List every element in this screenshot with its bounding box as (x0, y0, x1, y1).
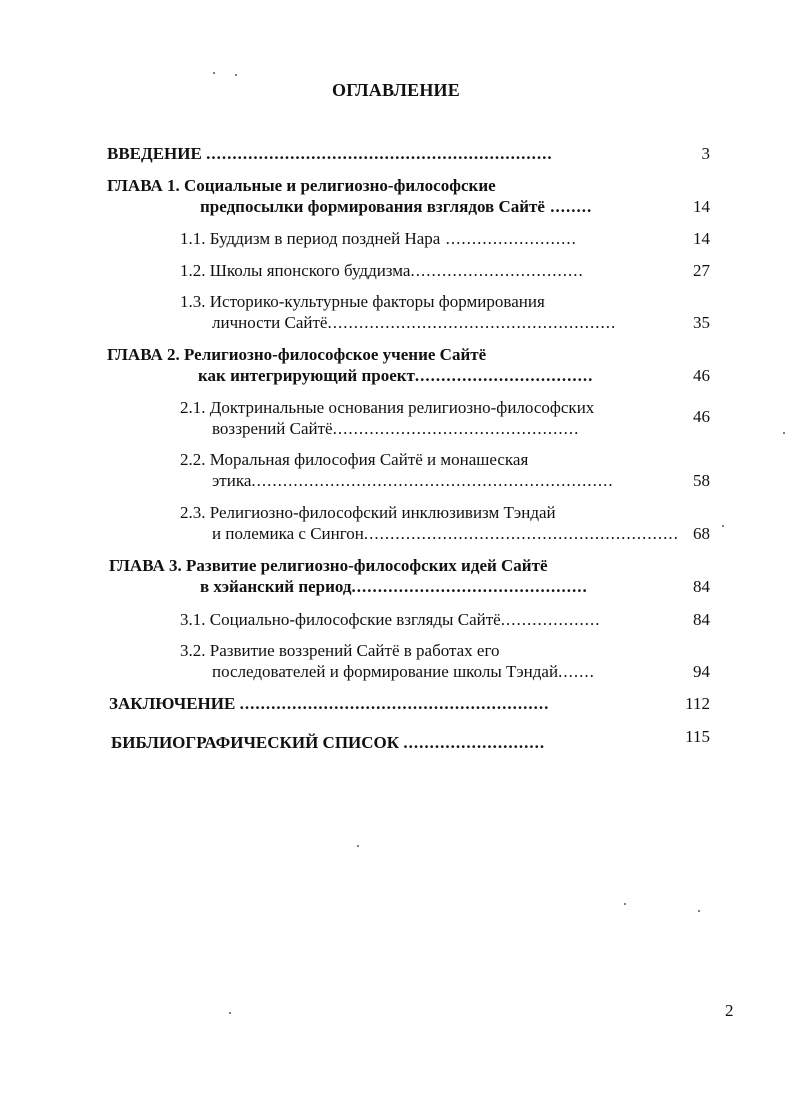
chapter-1-title-cont: предпосылки формирования взглядов Сайтё ........ (200, 197, 593, 216)
chapter-2-title-cont: как интегрирующий проект.................................. (198, 366, 594, 385)
conclusion-title: ЗАКЛЮЧЕНИЕ (109, 694, 236, 713)
section-3-2-cont: последователей и формирование школы Тэндай....... (212, 662, 595, 681)
chapter-2-page: 46 (693, 366, 710, 385)
section-2-1-page: 46 (693, 407, 710, 426)
chapter-3-title-cont: в хэйанский период............................................. (200, 577, 588, 596)
section-2-2: 2.2. Моральная философия Сайтё и монашеская (180, 450, 529, 469)
section-2-3: 2.3. Религиозно-философский инклюзивизм Тэндай (180, 503, 556, 522)
section-1-1: 1.1. Буддизм в период поздней Нара ......................... (180, 229, 577, 248)
scan-speck (213, 72, 215, 74)
dot-leader: ........................... (403, 733, 546, 752)
chapter-1-page: 14 (693, 197, 710, 216)
section-1-2: 1.2. Школы японского буддизма................................. (180, 261, 584, 280)
intro-page: 3 (701, 144, 710, 163)
toc-entry-conclusion (109, 694, 549, 714)
toc-entry-bibliography (111, 733, 545, 753)
section-1-3-cont: личности Сайтё....................................................... (212, 313, 617, 332)
toc-entry-intro (107, 144, 553, 164)
section-2-2-page: 58 (693, 471, 710, 490)
chapter-1-title: ГЛАВА 1. Социальные и религиозно-философские (107, 176, 496, 195)
section-2-1: 2.1. Доктринальные основания религиозно-философских (180, 398, 595, 417)
chapter-3-title: ГЛАВА 3. Развитие религиозно-философских идей Сайтё (109, 556, 548, 575)
section-1-2-page: 27 (693, 261, 710, 280)
section-2-3-cont: и полемика с Сингон............................................................ (212, 524, 679, 543)
intro-title: ВВЕДЕНИЕ (107, 144, 202, 163)
scan-speck (722, 525, 724, 527)
scan-speck (783, 432, 785, 434)
section-3-1-page: 84 (693, 610, 710, 629)
scan-speck (624, 903, 626, 905)
chapter-2-title: ГЛАВА 2. Религиозно-философское учение Сайтё (107, 345, 487, 364)
section-2-1-cont: воззрений Сайтё............................................... (212, 419, 580, 438)
section-2-2-cont: этика..................................................................... (212, 471, 614, 490)
dot-leader: .................................................................. (206, 144, 553, 163)
bibliography-title: БИБЛИОГРАФИЧЕСКИЙ СПИСОК (111, 733, 400, 752)
section-2-3-page: 68 (693, 524, 710, 543)
scan-speck (698, 910, 700, 912)
dot-leader: ........................................................... (239, 694, 550, 713)
scan-speck (229, 1012, 231, 1014)
section-1-3-page: 35 (693, 313, 710, 332)
conclusion-page: 112 (685, 694, 710, 713)
page-title: ОГЛАВЛЕНИЕ (332, 80, 460, 100)
scan-speck (357, 845, 359, 847)
page-number: 2 (725, 1001, 734, 1020)
chapter-3-page: 84 (693, 577, 710, 596)
section-3-1: 3.1. Социально-философские взгляды Сайтё................... (180, 610, 601, 629)
scan-speck (235, 74, 237, 76)
section-3-2-page: 94 (693, 662, 710, 681)
section-3-2: 3.2. Развитие воззрений Сайтё в работах его (180, 641, 500, 660)
section-1-3: 1.3. Историко-культурные факторы формирования (180, 292, 545, 311)
section-1-1-page: 14 (693, 229, 710, 248)
bibliography-page: 115 (685, 727, 710, 746)
